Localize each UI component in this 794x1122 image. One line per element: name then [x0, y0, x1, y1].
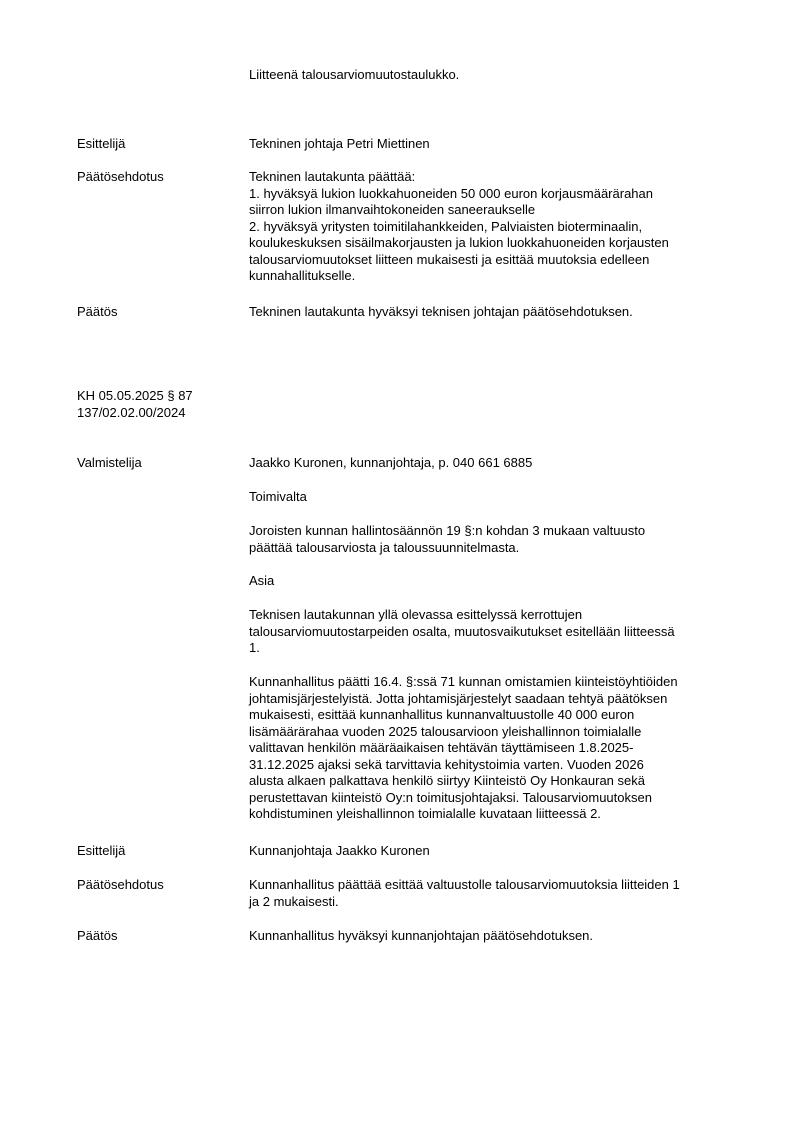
- text-line: 31.12.2025 ajaksi sekä tarvittavia kehitystoimia varten. Vuoden 2026: [249, 756, 644, 772]
- record-number: 137/02.02.00/2024: [77, 404, 186, 420]
- presenter-label: Esittelijä: [77, 843, 126, 858]
- decision-value: Kunnanhallitus hyväksyi kunnanjohtajan päätösehdotuksen.: [249, 928, 594, 943]
- board-text: [249, 674, 739, 823]
- proposal-text: [249, 877, 739, 910]
- meeting-reference-text: [77, 388, 193, 421]
- authority-heading: Toimivalta: [249, 489, 307, 504]
- text-line: mukaisesti, esittää kunnanhallitus kunnanvaltuustolle 40 000 euron: [249, 707, 635, 722]
- text-line: Kunnanhallitus päätti 16.4. §:ssä 71 kunnan omistamien kiinteistöyhtiöiden: [249, 674, 678, 689]
- text-line: lisämäärärahaa vuoden 2025 talousarvioon yleishallinnon toimialalle: [249, 723, 642, 739]
- preparer-value: Jaakko Kuronen, kunnanjohtaja, p. 040 661 6885: [249, 455, 533, 470]
- text-line: Joroisten kunnan hallintosäännön 19 §:n kohdan 3 mukaan valtuusto: [249, 523, 646, 538]
- text-line: Tekninen lautakunta päättää:: [249, 169, 416, 184]
- text-line: 1. hyväksyä lukion luokkahuoneiden 50 000 euron korjausmäärärahan: [249, 185, 653, 201]
- decision-value: Tekninen lautakunta hyväksyi teknisen johtajan päätösehdotuksen.: [249, 304, 633, 319]
- text-line: perustettavan kiinteistö Oy:n toimitusjohtajaksi. Talousarviomuutoksen: [249, 789, 652, 805]
- text-line: 2. hyväksyä yritysten toimitilahankkeiden, Palviaisten bioterminaalin,: [249, 218, 643, 234]
- authority-text: [249, 523, 739, 556]
- attachment-note: Liitteenä talousarviomuutostaulukko.: [249, 67, 460, 82]
- proposal-text: [249, 169, 739, 285]
- text-line: kunnahallitukselle.: [249, 268, 356, 283]
- text-line: Teknisen lautakunnan yllä olevassa esittelyssä kerrottujen: [249, 607, 583, 622]
- proposal-label: Päätösehdotus: [77, 169, 164, 184]
- text-line: koulukeskuksen sisäilmakorjausten ja lukion luokkahuoneiden korjausten: [249, 235, 669, 250]
- presenter-value: Kunnanjohtaja Jaakko Kuronen: [249, 843, 430, 858]
- text-line: siirron lukion ilmanvaihtokoneiden saneeraukselle: [249, 202, 536, 217]
- text-line: Kunnanhallitus päättää esittää valtuustolle talousarviomuutoksia liitteiden 1: [249, 877, 680, 892]
- text-line: alusta alkaen palkattava henkilö siirtyy Kiinteistö Oy Honkauran sekä: [249, 773, 645, 788]
- meeting-id: KH 05.05.2025 § 87: [77, 388, 193, 403]
- presenter-value: Tekninen johtaja Petri Miettinen: [249, 136, 430, 151]
- presenter-label: Esittelijä: [77, 136, 126, 151]
- proposal-label: Päätösehdotus: [77, 877, 164, 892]
- matter-text: [249, 607, 739, 657]
- text-line: johtamisjärjestelyistä. Jotta johtamisjärjestelyt saadaan tehtyä päätöksen: [249, 690, 668, 706]
- text-line: 1.: [249, 640, 260, 655]
- text-line: ja 2 mukaisesti.: [249, 893, 339, 909]
- decision-label: Päätös: [77, 304, 118, 319]
- text-line: valittavan henkilön määräaikaisen tehtävän täyttämiseen 1.8.2025-: [249, 740, 634, 755]
- text-line: kohdistuminen yleishallinnon toimialalle kuvataan liitteessä 2.: [249, 806, 601, 821]
- decision-label: Päätös: [77, 928, 118, 943]
- text-line: talousarviomuutostarpeiden osalta, muutosvaikutukset esitellään liitteessä: [249, 623, 675, 639]
- matter-heading: Asia: [249, 573, 275, 588]
- text-line: talousarviomuutokset liitteen mukaisesti ja esittää muutoksia edelleen: [249, 251, 650, 267]
- preparer-label: Valmistelija: [77, 455, 142, 470]
- text-line: päättää talousarviosta ja taloussuunnitelmasta.: [249, 539, 520, 555]
